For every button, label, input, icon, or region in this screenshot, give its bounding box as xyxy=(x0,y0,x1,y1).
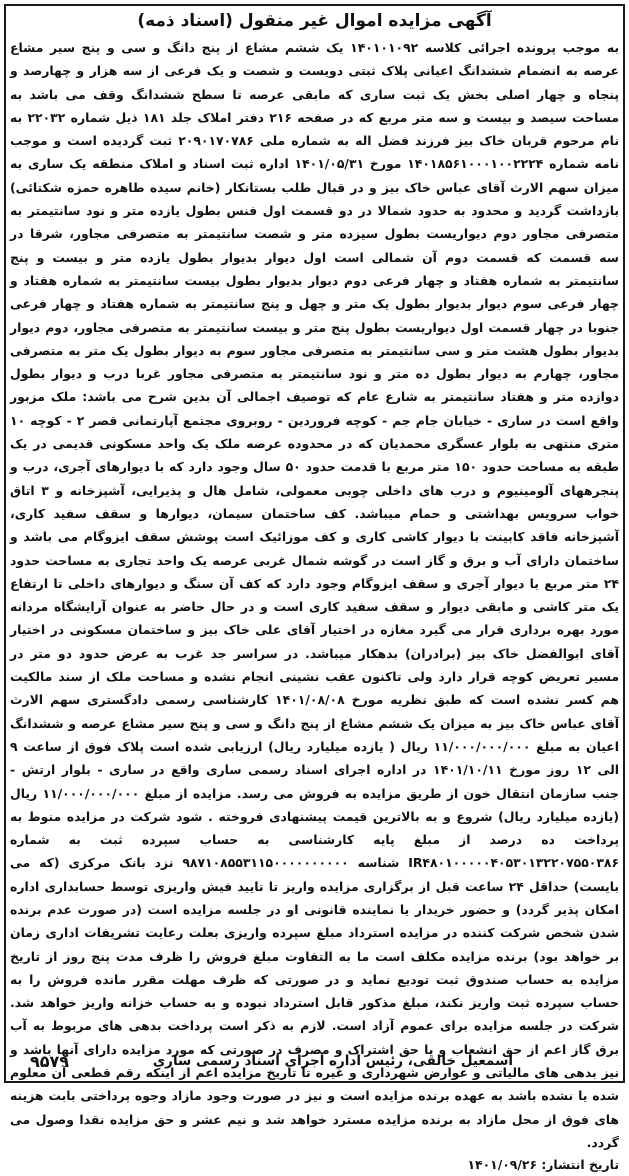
notice-body: به موجب پرونده اجرائی کلاسه ۱۴۰۱۰۱۰۹۲ یک ششم مشاع از پنج دانگ و سی و پنج سیر مشاع عرصه به انضمام ششدانگ اعیانی پلاک ثبتی دویست و شصت و یک فرعی از سه هزار و چهارصد و پنجاه و چهار اصلی بخش یک ثبت ساری که مابقی عرصه تا سطح ششدانگ وقف می باشد به مساحت سیصد و بیست و سه متر مربع که در صفحه ۲۱۶ دفتر املاک جلد ۱۸۱ ذیل شماره ۲۲۰۳۲ به نام مرحوم قربان خاک بیز فرزند فضل اله به شماره ملی ۲۰۹۰۱۷۰۷۸۶ ثبت گردیده است و موجب نامه شماره ۱۴۰۱۸۵۶۱۰۰۰۱۰۰۲۲۲۴ مورخ ۱۴۰۱/۰۵/۳۱ اداره ثبت اسناد و املاک منطقه یک ساری به میزان سهم الارث آقای عباس خاک بیز و در قبال طلب بستانکار (خانم سیده طاهره حمزه شکتائی) بازداشت گردید و محدود به حدود شمالا در دو قسمت اول فنس بطول یازده متر و نود سانتیمتر به متصرفی مجاور دوم دیواریست بطول سیزده متر و شصت سانتیمتر به متصرفی مجاور، شرقا در سه قسمت که قسمت دوم آن شمالی است اول دیوار بدیوار بطول یازده متر و بیست و پنج سانتیمتر به شماره هفتاد و چهار فرعی دوم دیوار بدیوار بطول بیست سانتیمتر به شماره هفتاد و چهار فرعی سوم دیوار بدیوار بطول یک متر و چهل و پنج سانتیمتر به شماره هفتاد و چهار فرعی جنوبا در چهار قسمت اول دیواریست بطول پنج متر و بیست سانتیمتر به متصرفی مجاور، دوم دیوار بدیوار بطول هشت متر و سی سانتیمتر به متصرفی مجاور سوم به دیوار بطول یک متر به متصرفی مجاور، چهارم به دیوار بطول ده متر و نود سانتیمتر به متصرفی مجاور غربا درب و دیوار بطول دوازده متر و هفتاد سانتیمتر به شارع عام که توصیف اجمالی آن بدین شرح می باشد: ملک مزبور واقع است در ساری - خیابان جام جم - کوچه فروردین - روبروی مجتمع آپارتمانی قصر ۲ - کوچه ۱۰ متری منتهی به بلوار عسگری محمدیان که در محدوده عرصه ملک یک واحد مسکونی قدیمی در یک طبقه به مساحت حدود ۱۵۰ متر مربع با قدمت حدود ۵۰ سال وجود دارد که با دیوارهای آجری، درب و پنجرههای آلومینیوم و درب های داخلی چوبی معمولی، شامل هال و پذیرایی، آشپزخانه و ۳ اتاق خواب سرویس بهداشتی و حمام میباشد. کف ساختمان سیمان، دیوارها و سقف سفید کاری، آشپزخانه فاقد کابینت با دیوار کاشی کاری و کف موزائیک است پوشش سقف ایزوگام می باشد و ساختمان دارای آب و برق و گاز است در گوشه شمال غربی عرصه یک واحد تجاری به مساحت حدود ۲۴ متر مربع با دیوار آجری و سقف ایزوگام وجود دارد که کف آن سنگ و دیوارهای داخلی تا ارتفاع یک متر کاشی و مابقی دیوار و سقف سفید کاری است و در حال حاضر به عنوان آرایشگاه مردانه مورد بهره برداری قرار می گیرد مغازه در اختیار آقای علی خاک بیز و ساختمان مسکونی در اختیار آقای ابوالفضل خاک بیز (برادران) بدهکار میباشد. در سراسر جد غرب به عرض حدود دو متر در مسیر تعریض کوچه قرار دارد ولی تاکنون عقب نشینی انجام نشده و مساحت ملک از سند مالکیت هم کسر نشده است که طبق نظریه مورخ ۱۴۰۱/۰۸/۰۸ کارشناسی رسمی دادگستری سهم الارث آقای عباس خاک بیز به میزان یک ششم مشاع از پنج دانگ و سی و پنج سیر مشاع عرصه و ششدانگ اعیان به مبلغ ۱۱/۰۰۰/۰۰۰/۰۰۰ ریال ( یازده میلیارد ریال) ارزیابی شده است پلاک فوق از ساعت ۹ الی ۱۲ روز مورخ ۱۴۰۱/۱۰/۱۱ در اداره اجرای اسناد رسمی ساری واقع در ساری - بلوار ارتش - جنب سازمان انتقال خون از طریق مزایده به فروش می رسد. مزایده از مبلغ ۱۱/۰۰۰/۰۰۰/۰۰۰ ریال (یازده میلیارد ریال) شروع و به بالاترین قیمت پیشنهادی فروخته . شود شرکت در مزایده منوط به پرداخت ده درصد از مبلغ پایه کارشناسی به حساب سپرده ثبت به شماره IR۴۸۰۱۰۰۰۰۰۴۰۵۳۰۱۳۲۲۰۷۵۵۰۳۸۶ شناسه ۹۸۷۱۰۸۵۵۳۱۱۵۰۰۰۰۰۰۰۰۰۰ نزد بانک مرکزی (که می بایست) حداقل ۲۴ ساعت قبل از برگزاری مزایده واریز تا تایید فیش واریزی توسط حسابداری اداره امکان پذیر گردد) و حضور خریدار یا نماینده قانونی او در جلسه مزایده است (در صورت عدم برنده شدن شخص شرکت کننده در مزایده استرداد مبلغ سپرده واریزی بعلت رعایت تشریفات اداری زمان بر خواهد بود) برنده مزایده مکلف است ما به التفاوت مبلغ فروش را ظرف مدت پنج روز از تاریخ مزایده به حساب صندوق ثبت تودیع نماید و در صورتی که ظرف مهلت مقرر مانده فروش را به حساب سپرده ثبت واریز نکند، مبلغ مذکور قابل استرداد نبوده و به حساب خزانه واریز خواهد شد. شرکت در جلسه مزایده برای عموم آزاد است. لازم به ذکر است پرداخت بدهی های مربوط به آب برق گاز اعم از حق انشعاب و یا حق اشتراک و مصرف در صورتی که مورد مزایده دارای آنها باشد و نیز بدهی های مالیاتی و عوارض شهرداری و غیره تا تاریخ مزایده اعم از اینکه رقم قطعی آن معلوم شده یا نشده باشد به عهده برنده مزایده است و نیز در صورت وجود مازاد وجوه پرداختی بابت هزینه های فوق از محل مازاد به برنده مزایده مسترد خواهد شد و نیم عشر و حق مزایده نقدا وصول می گردد. xyxy=(10,40,620,1150)
signature-line: اسمعیل خالقی، رئیس اداره اجرای اسناد رسمی ساری xyxy=(152,1053,513,1069)
notice-footer xyxy=(6,1043,623,1079)
ad-code: ۹۵۷۹ xyxy=(30,1051,70,1071)
notice-title: آگهی مزایده اموال غیر منقول (اسناد ذمه) xyxy=(137,11,492,31)
publication-date: تاریخ انتشار: ۱۴۰۱/۰۹/۲۶ xyxy=(467,1157,619,1173)
notice-content xyxy=(10,10,619,1176)
